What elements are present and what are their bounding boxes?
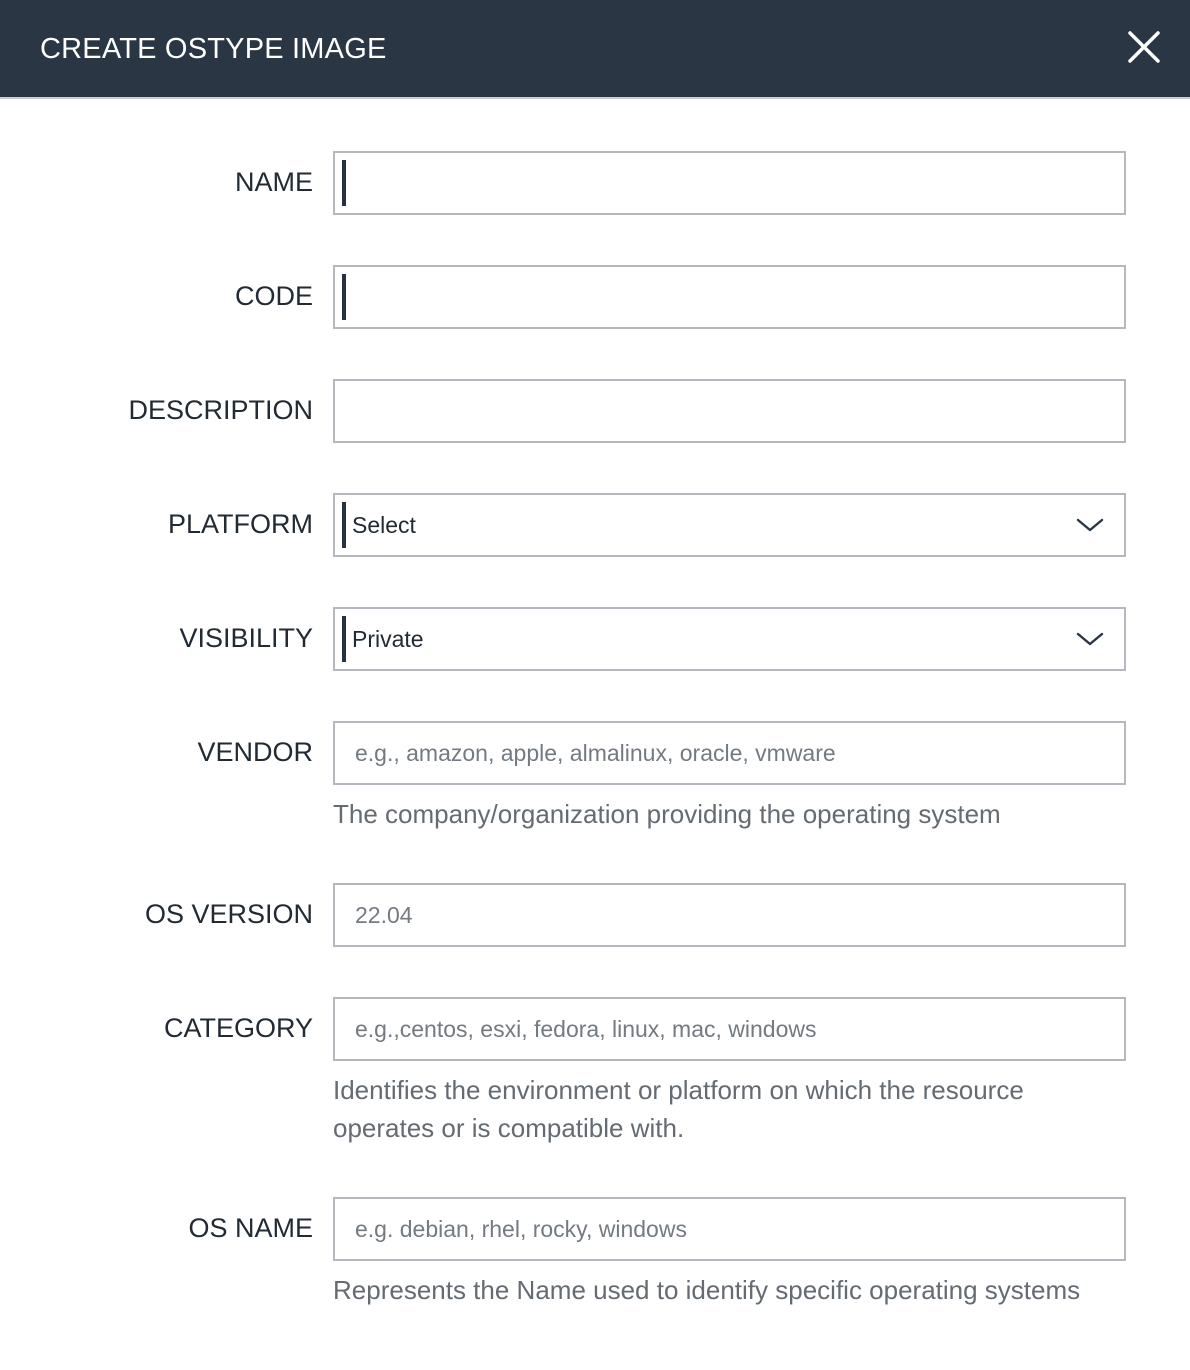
- visibility-label: VISIBILITY: [179, 623, 313, 653]
- focus-caret: [342, 160, 346, 206]
- os-version-label: OS VERSION: [144, 899, 313, 929]
- focus-caret: [342, 502, 346, 548]
- os-name-label: OS NAME: [188, 1213, 313, 1243]
- visibility-selected-value: Private: [352, 626, 424, 652]
- modal-title: CREATE OSTYPE IMAGE: [40, 33, 387, 65]
- close-button[interactable]: [1124, 27, 1164, 67]
- os-name-input[interactable]: [335, 1199, 1124, 1259]
- platform-selected-value: Select: [352, 512, 416, 538]
- os-name-help-text: Represents the Name used to identify specific operating systems: [333, 1275, 1081, 1305]
- description-field[interactable]: [333, 379, 1126, 443]
- code-field[interactable]: [333, 265, 1126, 329]
- vendor-input[interactable]: [335, 723, 1124, 783]
- chevron-down-icon: [1076, 629, 1104, 649]
- vendor-help-text: The company/organization providing the operating system: [333, 799, 1001, 829]
- platform-select[interactable]: [333, 493, 1126, 557]
- os-version-input[interactable]: [335, 885, 1124, 945]
- code-label: CODE: [234, 281, 313, 311]
- category-field[interactable]: [333, 997, 1126, 1061]
- chevron-down-icon: [1076, 515, 1104, 535]
- os-name-field[interactable]: [333, 1197, 1126, 1261]
- os-version-field[interactable]: [333, 883, 1126, 947]
- name-field[interactable]: [333, 151, 1126, 215]
- focus-caret: [342, 274, 346, 320]
- vendor-field[interactable]: [333, 721, 1126, 785]
- modal-header: [0, 0, 1190, 99]
- vendor-label: VENDOR: [197, 737, 313, 767]
- visibility-select[interactable]: [333, 607, 1126, 671]
- description-label: DESCRIPTION: [128, 395, 313, 425]
- focus-caret: [342, 616, 346, 662]
- category-input[interactable]: [335, 999, 1124, 1059]
- name-input[interactable]: [335, 153, 1124, 213]
- name-label: NAME: [234, 167, 313, 197]
- category-label: CATEGORY: [163, 1013, 313, 1043]
- close-icon: [1124, 27, 1164, 67]
- code-input[interactable]: [335, 267, 1124, 327]
- platform-label: PLATFORM: [167, 509, 313, 539]
- category-help-text: Identifies the environment or platform on which the resource operates or is compatible with.: [333, 1075, 1024, 1143]
- description-input[interactable]: [335, 381, 1124, 441]
